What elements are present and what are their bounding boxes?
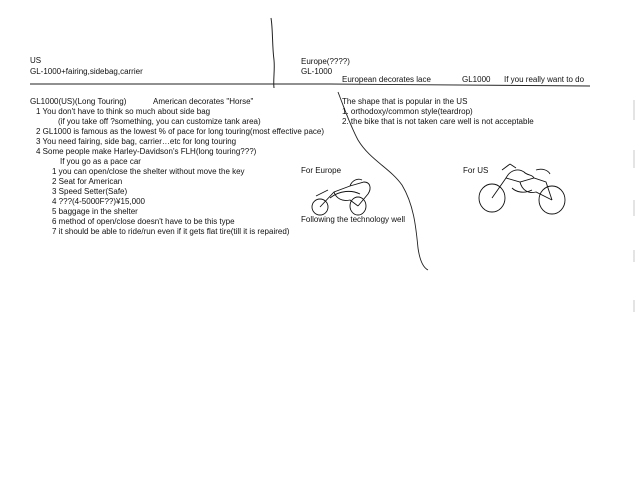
chopper-motorcycle-sketch-icon [476,160,572,220]
technology-caption: Following the technology well [301,215,406,224]
list-item: 4 ???(4-5000F??)¥15,000 [52,197,145,206]
for-europe-label: For Europe [301,166,342,175]
list-item: 6 method of open/close doesn't have to be this type [52,217,235,226]
vertical-divider-line [271,18,274,88]
list-item: 1 you can open/close the shelter without move the key [52,167,245,176]
list-item: If you go as a pace car [60,157,141,166]
us-header-model: GL-1000+fairing,sidebag,carrier [30,67,143,76]
list-item: 3 You need fairing, side bag, carrier…etc for long touring [36,137,237,146]
header-trailing-note: If you really want to do [504,75,585,84]
list-item: 2 Seat for American [52,177,123,186]
us-header-label: US [30,56,42,65]
list-item: 5 baggage in the shelter [52,207,138,216]
right-point: 1. orthodoxy/common style(teardrop) [342,107,473,116]
left-title: GL1000(US)(Long Touring) [30,97,127,106]
list-item: (if you take off ?something, you can customize tank area) [58,117,261,126]
europe-header-model: GL-1000 [301,67,333,76]
list-item: 7 it should be able to ride/run even if it gets flat tire(till it is repaired) [52,227,290,236]
right-point: 2. the bike that is not taken care well is not acceptable [342,117,534,126]
list-item: 3 Speed Setter(Safe) [52,187,128,196]
list-item: 1 You don't have to think so much about side bag [36,107,211,116]
left-subtitle: American decorates "Horse" [153,97,254,106]
europe-header-label: Europe(????) [301,57,350,66]
right-heading: The shape that is popular in the US [342,97,468,106]
list-item: 4 Some people make Harley-Davidson's FLH(long touring???) [36,147,257,156]
sport-motorcycle-sketch-icon [306,176,378,218]
europe-model-label: GL1000 [462,75,491,84]
list-item: 2 GL1000 is famous as the lowest % of pace for long touring(most effective pace) [36,127,325,136]
for-us-label: For US [463,166,489,175]
europe-decorates-note: European decorates lace [342,75,431,84]
